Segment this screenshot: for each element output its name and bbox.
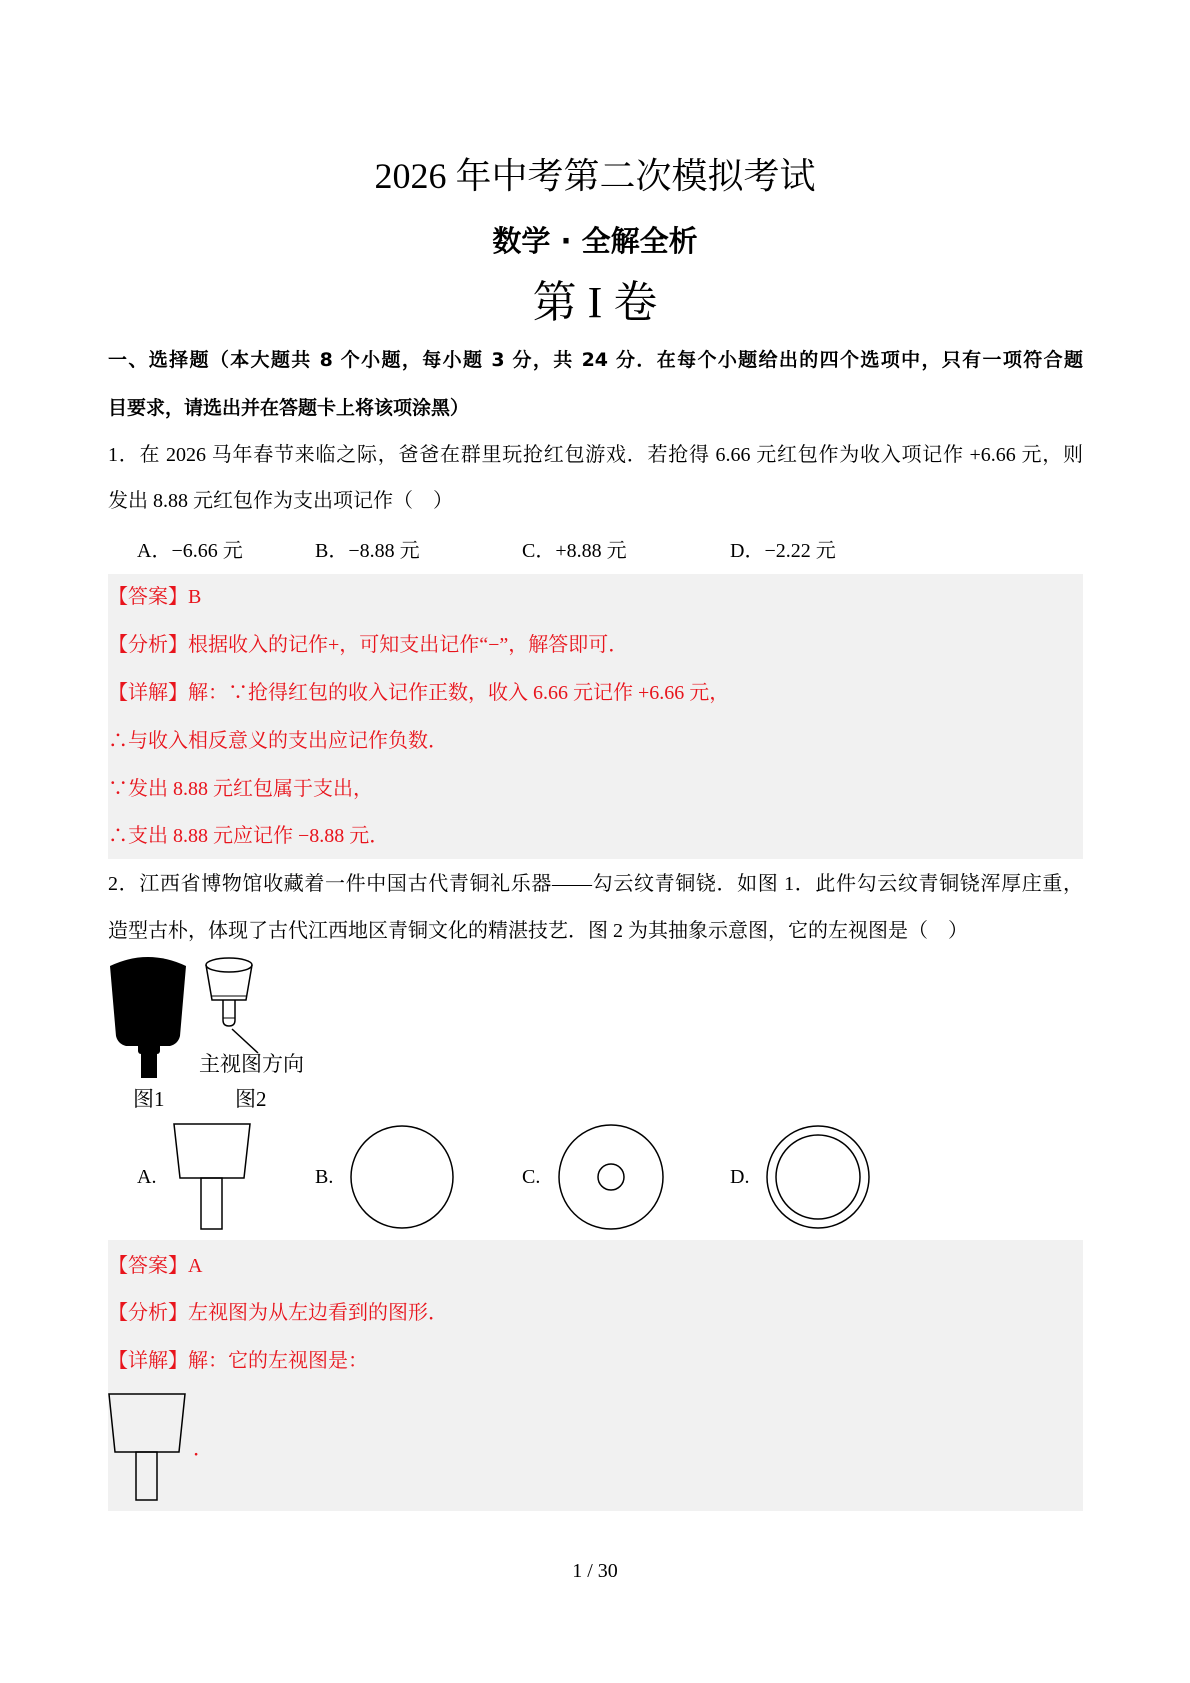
section-heading-line2: 目要求，请选出并在答题卡上将该项涂黑）	[108, 397, 470, 419]
q2-detail-trailing-period: ．	[193, 1438, 213, 1460]
figure-1-caption: 图1	[133, 1087, 165, 1111]
option-label: A．	[137, 540, 172, 562]
figure-2-caption: 图2	[235, 1087, 267, 1111]
analysis-text: 根据收入的记作+，可知支出记作“−”，解答即可．	[188, 634, 629, 656]
volume-heading: 第 I 卷	[532, 278, 658, 327]
detail-tag: 【详解】	[108, 682, 188, 704]
option-label: C．	[522, 540, 556, 562]
q1-solution-box	[108, 574, 1083, 859]
q2-option-d-double-circle-shape	[766, 1125, 872, 1231]
q2-option-a-trapezoid-stem-shape	[173, 1123, 253, 1231]
q1-detail-line3: ∵发出 8.88 元红包属于支出，	[108, 778, 373, 800]
q1-text-line1: 1．在 2026 马年春节来临之际，爸爸在群里玩抢红包游戏．若抢得 6.66 元红包作为收入项记作 +6.66 元，则	[108, 444, 1083, 466]
option-value: −6.66 元	[171, 540, 243, 562]
detail-tag: 【详解】	[108, 1350, 188, 1372]
q1-detail	[108, 680, 729, 706]
q2-solution-box	[108, 1240, 1083, 1511]
option-value: +8.88 元	[555, 540, 627, 562]
q1-detail-line4: ∴支出 8.88 元应记作 −8.88 元．	[108, 825, 390, 847]
option-label: D．	[730, 540, 765, 562]
document-title: 2026 年中考第二次模拟考试	[374, 156, 816, 196]
analysis-tag: 【分析】	[108, 634, 188, 656]
q1-option-c	[522, 538, 627, 564]
q1-option-d	[730, 538, 836, 564]
analysis-tag: 【分析】	[108, 1302, 188, 1324]
q1-option-a	[137, 538, 243, 564]
q1-answer	[108, 584, 201, 610]
q1-option-b	[315, 538, 420, 564]
option-value: −8.88 元	[348, 540, 420, 562]
view-direction-label: 主视图方向	[199, 1052, 304, 1076]
q2-answer	[108, 1253, 202, 1279]
answer-value: B	[188, 586, 202, 608]
option-label: B．	[315, 540, 349, 562]
detail-line: 解：∵抢得红包的收入记作正数，收入 6.66 元记作 +6.66 元，	[188, 682, 730, 704]
answer-tag: 【答案】	[108, 586, 188, 608]
q2-option-c-circle-with-inner-circle-shape	[558, 1124, 666, 1232]
q2-analysis	[108, 1300, 448, 1326]
answer-value: A	[188, 1255, 203, 1277]
q2-option-b-circle-shape	[350, 1125, 456, 1231]
q1-text-line2: 发出 8.88 元红包作为支出项记作（ ）	[108, 490, 453, 512]
q2-text-line2: 造型古朴，体现了古代江西地区青铜文化的精湛技艺．图 2 为其抽象示意图，它的左视图是（ ）	[108, 920, 968, 942]
analysis-text: 左视图为从左边看到的图形．	[188, 1302, 448, 1324]
document-subtitle: 数学 · 全解全析	[492, 224, 698, 258]
section-heading-line1: 一、选择题（本大题共 8 个小题，每小题 3 分，共 24 分．在每个小题给出的四个选项中，只有一项符合题	[108, 349, 1083, 371]
answer-tag: 【答案】	[108, 1255, 188, 1277]
page-number: 1 / 30	[572, 1560, 618, 1582]
q1-detail-line2: ∴与收入相反意义的支出应记作负数．	[108, 730, 448, 752]
q2-text-line1: 2．江西省博物馆收藏着一件中国古代青铜礼乐器——勾云纹青铜铙．如图 1．此件勾云纹青铜铙浑厚庄重，	[108, 873, 1083, 895]
option-value: −2.22 元	[764, 540, 836, 562]
q2-option-c-label: C.	[522, 1166, 541, 1188]
q2-option-b-label: B.	[315, 1166, 334, 1188]
q1-analysis	[108, 632, 628, 658]
q2-detail	[108, 1348, 368, 1374]
figure-2-abstract-sketch	[204, 955, 314, 1055]
figure-1-bronze-nao-image	[108, 954, 190, 1078]
detail-line: 解：它的左视图是：	[188, 1350, 368, 1372]
q2-option-d-label: D.	[730, 1166, 750, 1188]
q2-solution-left-view-shape	[108, 1393, 188, 1503]
q2-option-a-label: A.	[137, 1166, 157, 1188]
